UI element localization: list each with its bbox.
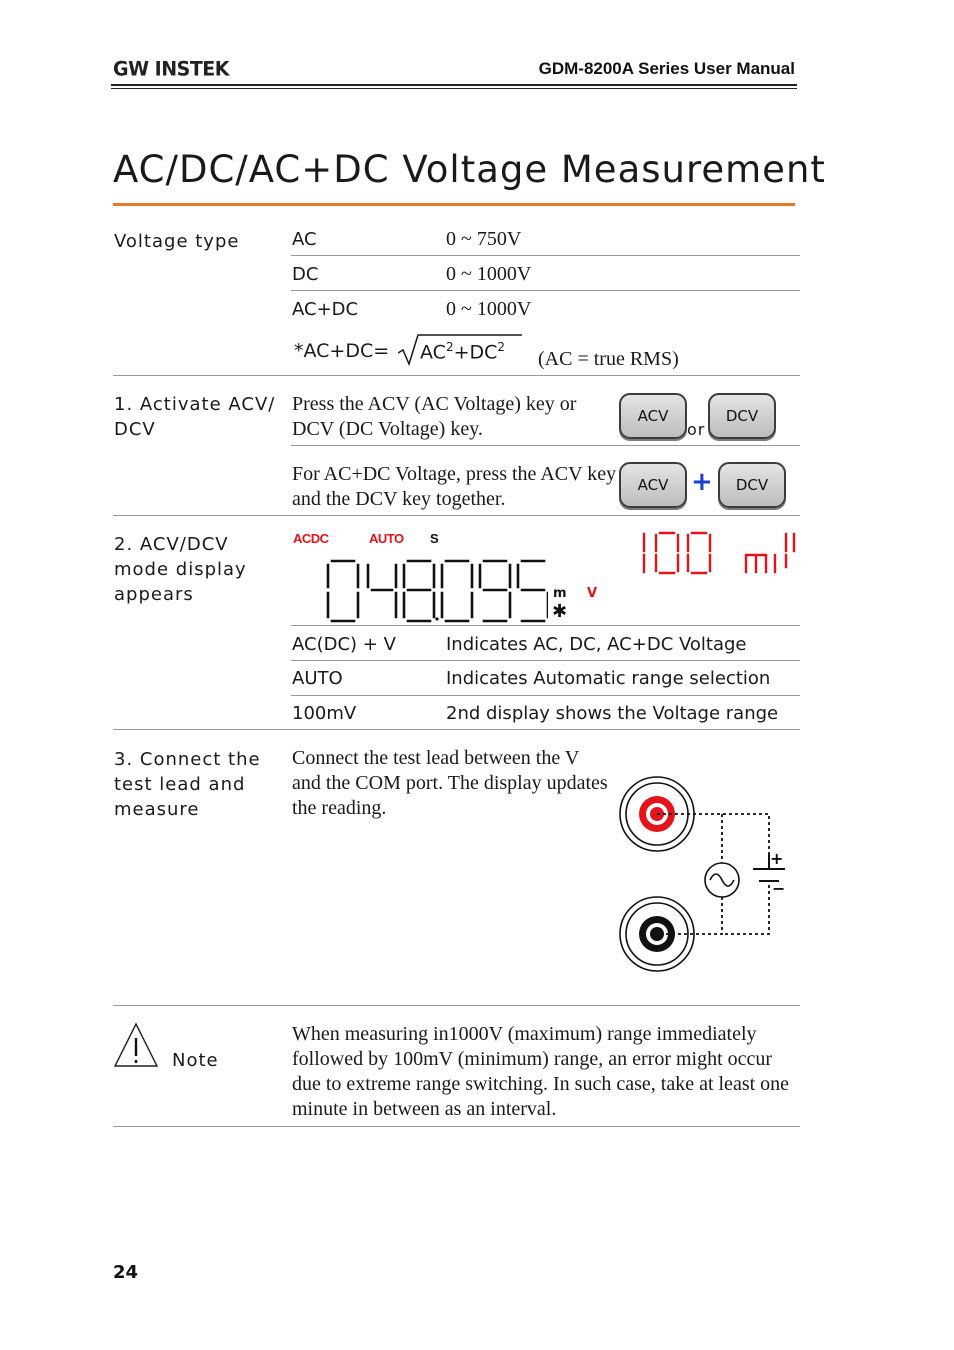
second-reading-text xyxy=(640,540,642,541)
section-divider xyxy=(113,375,800,376)
com-terminal-icon xyxy=(620,897,694,971)
battery-minus: − xyxy=(772,879,786,898)
acv-key[interactable]: ACV xyxy=(619,393,687,439)
step3-text: Connect the test lead between the V and the COM port. The display updates the reading. xyxy=(292,747,608,819)
dcv-key[interactable]: DCV xyxy=(708,393,776,439)
manual-title: GDM-8200A Series User Manual xyxy=(538,59,795,78)
voltage-type-dc: DC xyxy=(292,264,319,285)
brand-logo xyxy=(113,57,229,80)
row-divider xyxy=(291,695,800,696)
formula-exp2: 2 xyxy=(497,340,506,354)
s-indicator: S xyxy=(430,531,439,546)
formula-ac: AC xyxy=(420,341,446,364)
unit-v: V xyxy=(587,586,598,601)
section-divider xyxy=(113,1005,800,1006)
row-divider xyxy=(291,445,800,446)
unit-m: m xyxy=(553,586,567,601)
acv-key-combo[interactable]: ACV xyxy=(619,462,687,508)
formula-radicand xyxy=(420,340,505,363)
voltage-type-acdc: AC+DC xyxy=(292,299,359,320)
note-text: When measuring in1000V (maximum) range immediately followed by 100mV (minimum) range, an error might occur due to extreme range switching. In such case, take at least one minute in between as an interval. xyxy=(292,1023,790,1120)
auto-indicator: AUTO xyxy=(369,531,404,546)
acdc-indicator: ACDC xyxy=(293,531,329,546)
desc-acdc-v: Indicates AC, DC, AC+DC Voltage xyxy=(446,634,747,655)
step1-label: 1. Activate ACV/ DCV xyxy=(114,394,276,440)
section-divider xyxy=(113,729,800,730)
ac-source-icon xyxy=(705,863,739,897)
or-label: or xyxy=(687,420,706,439)
formula-dc: +DC xyxy=(453,341,498,364)
step2-label: 2. ACV/DCV mode display appears xyxy=(114,534,247,605)
dcv-key-combo[interactable]: DCV xyxy=(718,462,786,508)
title-underline xyxy=(113,203,795,206)
row-divider xyxy=(291,660,800,661)
section-divider xyxy=(113,515,800,516)
row-divider xyxy=(291,625,800,626)
main-display-reading xyxy=(326,557,548,623)
term-100mv: 100mV xyxy=(292,703,357,724)
battery-plus: + xyxy=(770,849,784,868)
desc-auto: Indicates Automatic range selection xyxy=(446,668,771,689)
step1-text2: For AC+DC Voltage, press the ACV key and the DCV key together. xyxy=(292,463,617,510)
secondary-display-reading xyxy=(638,531,798,575)
formula-prefix: *AC+DC= xyxy=(294,340,390,362)
term-auto: AUTO xyxy=(292,668,343,689)
section-divider xyxy=(113,1126,800,1127)
header-rule xyxy=(111,84,797,86)
step3-label: 3. Connect the test lead and measure xyxy=(114,749,261,820)
brand-logo-text: GW INSTEK xyxy=(113,57,229,81)
term-acdc-v: AC(DC) + V xyxy=(292,634,396,655)
voltage-range-ac: 0 ~ 750V xyxy=(446,228,522,250)
formula-exp1: 2 xyxy=(445,340,454,354)
connection-diagram xyxy=(616,775,792,975)
warning-triangle-icon xyxy=(113,1022,159,1068)
step1-text1: Press the ACV (AC Voltage) key or DCV (DC Voltage) key. xyxy=(292,393,577,440)
plus-sign: + xyxy=(691,467,713,497)
voltage-type-label: Voltage type xyxy=(114,231,240,252)
desc-100mv: 2nd display shows the Voltage range xyxy=(446,703,779,724)
voltage-type-ac: AC xyxy=(292,229,317,250)
voltage-range-dc: 0 ~ 1000V xyxy=(446,263,532,285)
main-reading-text xyxy=(326,560,330,561)
header-rule-thin xyxy=(111,88,797,89)
page-title: AC/DC/AC+DC Voltage Measurement xyxy=(113,148,826,191)
note-label: Note xyxy=(172,1050,219,1071)
row-divider xyxy=(291,290,800,291)
formula-note: (AC = true RMS) xyxy=(538,348,679,370)
row-divider xyxy=(291,255,800,256)
page-number: 24 xyxy=(113,1262,139,1283)
asterisk-icon: ✱ xyxy=(552,601,568,622)
voltage-range-acdc: 0 ~ 1000V xyxy=(446,298,532,320)
second-unit-text xyxy=(745,540,747,541)
